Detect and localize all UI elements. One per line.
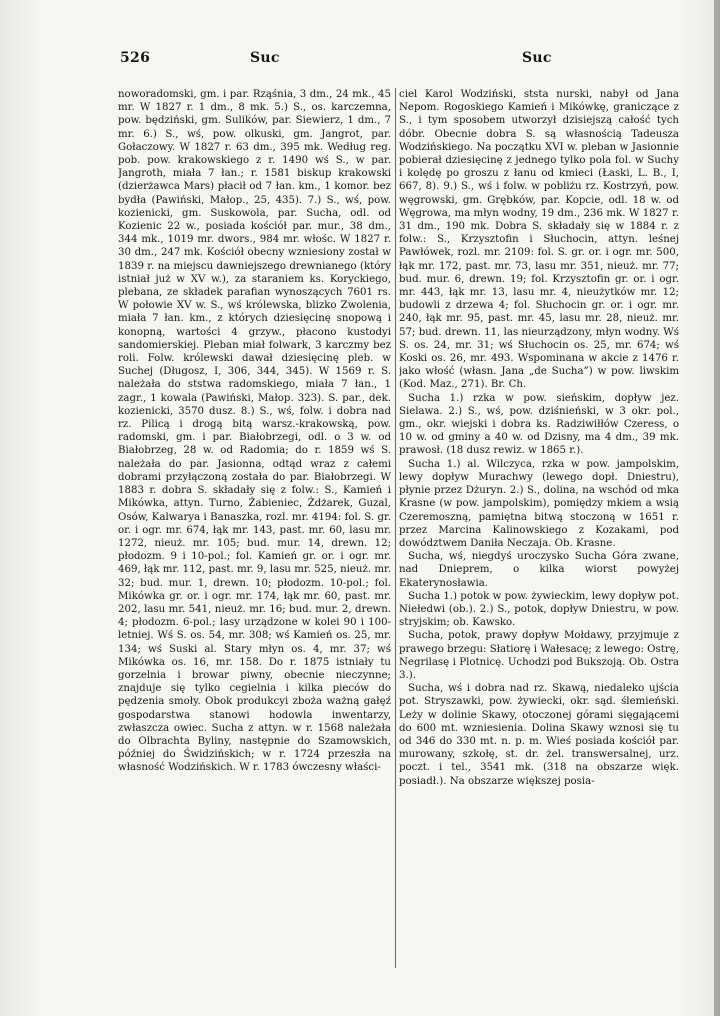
entry-paragraph: Sucha, wś, niegdyś uroczysko Sucha Góra zwane, nad Dnieprem, o kilka wiorst powyżej Ekaterynosławia. <box>399 551 679 589</box>
right-text-column <box>399 88 679 988</box>
column-divider <box>395 88 396 968</box>
page-number: 526 <box>120 50 151 66</box>
left-column-heading: Suc <box>250 50 280 66</box>
entry-paragraph: noworadomski, gm. i par. Rząśnia, 3 dm., 24 mk., 45 mr. W 1827 r. 1 dm., 8 mk. 5.) S., os. karczemna, pow. będziński, gm. Sulików, par. Siewierz, 1 dm., 7 mr. 6.) S., wś, pow. olkuski, gm. Jangrot, par. Gołaczowy. W 1827 r. 63 dm., 395 mk. Według reg. pob. pow. krakowskiego z r. 1490 wś S., w par. Jangroth, miała 7 łan.; r. 1581 biskup krakowski (dzierżawca Mars) płacił od 7 łan. km., 1 komor. bez bydła (Pawiński, Małop., 25, 435). 7.) S., wś, pow. kozienicki, gm. Suskowola, par. Sucha, odl. od Kozienic 22 w., posiada kościół par. mur., 38 dm., 344 mk., 1019 mr. dwors., 984 mr. włośc. W 1827 r. 30 dm., 247 mk. Kościół obecny wzniesiony został w 1839 r. na miejscu dawniejszego drewnianego (który istniał już w XV w.), za staraniem ks. Koryckiego, plebana, ze składek parafian wynoszących 7601 rs. W połowie XV w. S., wś królewska, blizko Zwolenia, miała 7 łan. km., z których dziesięcinę snopową i konopną, wartości 4 grzyw., płacono kustodyi sandomierskiej. Pleban miał folwark, 3 karczmy bez roli. Folw. królewski dawał dziesięcinę pleb. w Suchej (Długosz, I, 306, 344, 345). W 1569 r. S. należała do ststwa radomskiego, miała 7 łan., 1 zagr., 1 kowala (Pawiński, Małop. 323). S. par., dek. kozienicki, 3570 dusz. 8.) S., wś, folw. i dobra nad rz. Pilicą i drogą bitą warsz.-krakowską, pow. radomski, gm. i par. Białobrzegi, odl. o 3 w. od Białobrzeg, 28 w. od Radomia; do r. 1859 wś S. należała do par. Jasionna, odtąd wraz z całemi dobrami przyłączoną została do par. Białobrzegi. W 1883 r. dobra S. składały się z folw.: S., Kamień i Mikówka, attyn. Turno, Żabieniec, Żdżarek, Guzal, Osów, Kalwarya i Banaszka, rozl. mr. 4194: fol. S. gr. or. i ogr. mr. 674, łąk mr. 143, past. mr. 60, lasu mr. 1272, nieuż. mr. 105; bud. mur. 14, drewn. 12; płodozm. 9 i 10-pol.; fol. Kamień gr. or. i ogr. mr. 469, łąk mr. 112, past. mr. 9, lasu mr. 525, nieuż. mr. 32; bud. mur. 1, drewn. 10; płodozm. 10-pol.; fol. Mikówka gr. or. i ogr. mr. 174, łąk mr. 60, past. mr. 202, lasu mr. 541, nieuż. mr. 16; bud. mur. 2, drewn. 4; płodozm. 6-pol.; lasy urządzone w kolei 90 i 100-letniej. Wś S. os. 54, mr. 308; wś Kamień os. 25, mr. 134; wś Suski al. Stary młyn os. 4, mr. 37; wś Mikówka os. 16, mr. 158. Do r. 1875 istniały tu gorzelnia i browar piwny, obecnie nieczynne; znajduje się tylko cegielnia i kilka pieców do pędzenia smoły. Obok produkcyi zboża ważną gałęź gospodarstwa stanowi hodowla inwentarzy, zwłaszcza owiec. Sucha z attyn. w r. 1568 należała do Olbrachta Byliny, następnie do Szamowskich, później do Świdzińskich; w r. 1724 przeszła na własność Wodzińskich. W r. 1783 ówczesny właści- <box>118 89 391 774</box>
running-head <box>110 50 630 70</box>
left-text-column <box>118 88 391 988</box>
entry-paragraph: Sucha 1.) al. Wilczyca, rzka w pow. jampolskim, lewy dopływ Murachwy (lewego dopł. Dniestru), płynie przez Dżuryn. 2.) S., dolina, na wschód od mka Krasne (w pow. jampolskim), pomiędzy mkiem a wsią Czeremoszną, pamiętna bitwą stoczoną w 1651 r. przez Marcina Kalinowskiego z Kozakami, pod dowództwem Daniła Neczaja. Ob. Krasne. <box>399 458 679 549</box>
scan-edge-shadow <box>714 0 720 1016</box>
entry-paragraph: Sucha, potok, prawy dopływ Mołdawy, przyjmuje z prawego brzegu: Słatiorę i Wałesacę; z lewego: Ostrę, Negrilasę i Plotnicę. Uchodzi pod Bukszoją. Ob. Ostra 3.). <box>399 630 679 681</box>
entry-paragraph: Sucha, wś i dobra nad rz. Skawą, niedaleko ujścia pot. Stryszawki, pow. żywiecki, okr. sąd. ślemieński. Leży w dolinie Skawy, otoczonej górami sięgającemi do 600 mt. wzniesienia. Dolina Skawy wznosi się tu od 346 do 330 mt. n. p. m. Wieś posiada kościół par. murowany, szkołę, st. dr. żel. transwersalnej, urz. poczt. i tel., 3541 mk. (318 na obszarze więk. posiadł.). Na obszarze większej posia- <box>399 683 679 787</box>
right-column-heading: Suc <box>522 50 552 66</box>
entry-paragraph: Sucha 1.) potok w pow. żywieckim, lewy dopływ pot. Niełedwi (ob.). 2.) S., potok, dopływ Dniestru, w pow. stryjskim; ob. Kawsko. <box>399 590 679 629</box>
entry-paragraph: Sucha 1.) rzka w pow. sieńskim, dopływ jez. Sielawa. 2.) S., wś, pow. dziśnieński, w 3 okr. pol., gm., okr. wiejski i dobra ks. Radziwiłłów Czeress, o 10 w. od gminy a 40 w. od Dzisny, ma 4 dm., 39 mk. prawosł. (18 dusz rewiz. w 1865 r.). <box>399 392 679 457</box>
entry-paragraph: ciel Karol Wodziński, ststa nurski, nabył od Jana Nepom. Rogoskiego Kamień i Mikówkę, graniczące z S., i tym sposobem utworzył dzisiejszą całość tych dóbr. Obecnie dobra S. są własnością Tadeusza Wodzińskiego. Na początku XVI w. pleban w Jasionnie pobierał dziesięcinę z jednego tylko pola fol. w Suchy i kolędę po groszu z łanu od kmieci (Łaski, L. B., I, 667, 8). 9.) S., wś i folw. w pobliżu rz. Kostrzyń, pow. węgrowski, gm. Grębków, par. Kopcie, odl. 18 w. od Węgrowa, ma młyn wodny, 19 dm., 236 mk. W 1827 r. 31 dm., 190 mk. Dobra S. składały się w 1884 r. z folw.: S., Krzysztofin i Słuchocin, attyn. leśnej Pawłówek, rozl. mr. 2109: fol. S. gr. or. i ogr. mr. 500, łąk mr. 172, past. mr. 73, lasu mr. 351, nieuż. mr. 77; bud. mur. 6, drewn. 19; fol. Krzysztofin gr. or. i ogr. mr. 443, łąk mr. 13, lasu mr. 4, nieużytków mr. 12; budowli z drzewa 4; fol. Słuchocin gr. or. i ogr. mr. 240, łąk mr. 95, past. mr. 45, lasu mr. 28, nieuż. mr. 57; bud. drewn. 11, las nieurządzony, młyn wodny. Wś S. os. 24, mr. 31; wś Słuchocin os. 25, mr. 674; wś Koski os. 26, mr. 493. Wspominana w akcie z 1476 r. jako włość (własn. Jana „de Sucha”) w pow. liwskim (Kod. Maz., 271). Br. Ch. <box>399 89 679 391</box>
